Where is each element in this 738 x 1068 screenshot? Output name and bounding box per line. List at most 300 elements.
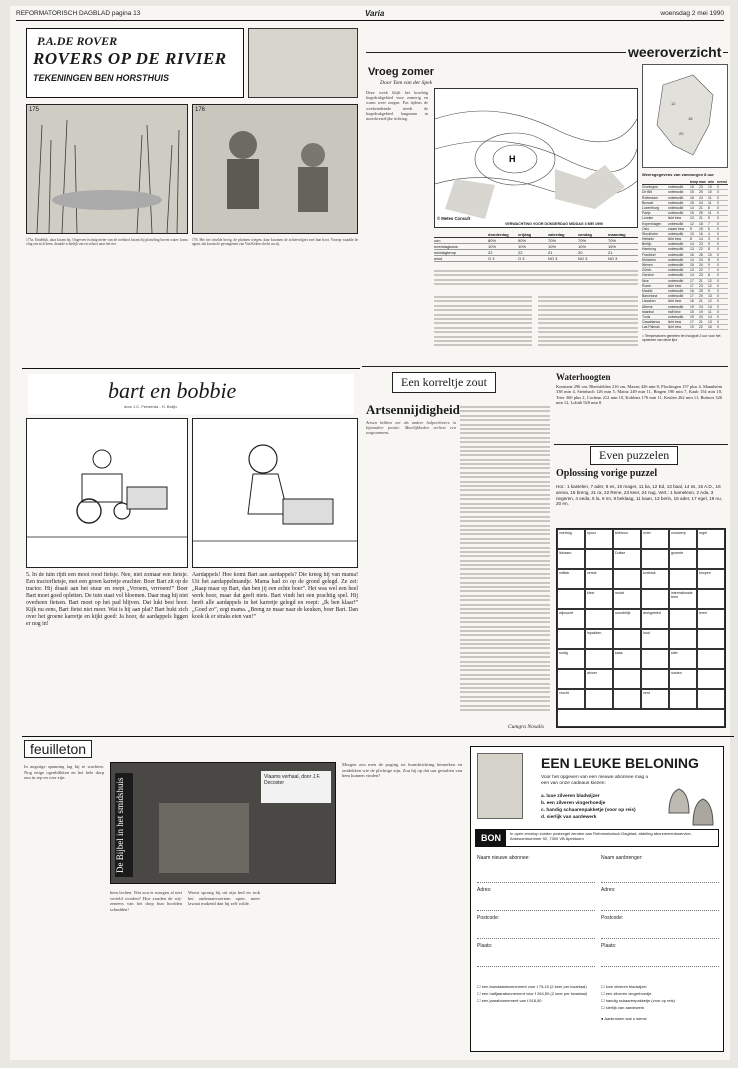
field-new-address[interactable]: Adres:	[477, 883, 595, 911]
gift-choice-c-label: handig schaarenpakketje (voor op reis)	[605, 998, 675, 1003]
station-cell: 7	[708, 268, 710, 273]
clue-cell[interactable]: klein	[585, 589, 613, 609]
station-cell: 0	[717, 320, 719, 325]
answer-cell[interactable]	[557, 629, 585, 649]
clue-cell[interactable]: vent	[641, 689, 669, 709]
korrel-signature: Cumgra Nosalis	[508, 724, 544, 730]
station-cell: Casablanca	[642, 320, 660, 325]
newspaper-page	[10, 6, 730, 1060]
photo-figure	[159, 803, 249, 873]
korrel-rule	[362, 366, 728, 367]
station-cell: 15	[690, 309, 694, 314]
puzzel-solution-text: Hor.: 1 kastelen, 7 ader, 8 es, 10 mager, 11 ka, 12 Ed, 13 baal, 14 ss, 15 A.D., 16 arena, 18 breng, 21 ra, 22 Rene, 23 keer, 24 nug. Vert.: 1 kameleon, 2 Ada, 3 negeren, 4 eeda, 5 la, 6 nn, 9 beklaag, 11 kaan, 13 berin, 16 ader, 17 egel, 19 nu, 20 en.	[556, 484, 722, 507]
answer-cell[interactable]	[697, 589, 725, 609]
answer-cell[interactable]	[669, 629, 697, 649]
comic-panel-175	[26, 104, 188, 234]
station-cell: onbewolkt	[668, 247, 684, 252]
puzzel-solution-title: Oplossing vorige puzzel	[556, 468, 658, 479]
isobar-map-illustration	[435, 89, 637, 227]
answer-cell[interactable]	[669, 569, 697, 589]
answer-cell[interactable]	[697, 669, 725, 689]
clue-cell[interactable]: inpakken	[585, 629, 613, 649]
page-header-left: REFORMATORISCH DAGBLAD pagina 13	[16, 10, 141, 17]
puzzel-rule	[554, 444, 728, 445]
forecast-cell: 22	[518, 250, 523, 255]
forecast-rows	[434, 238, 638, 262]
forecast-cell: wind	[434, 256, 443, 261]
field-ref-postcode[interactable]: Postcode:	[601, 911, 719, 939]
clue-cell[interactable]: vrucht	[557, 689, 585, 709]
station-cell: onbewolkt	[668, 242, 684, 247]
clue-cell[interactable]: regel	[697, 529, 725, 549]
col-header	[642, 180, 668, 184]
col-header: neersl	[717, 180, 727, 184]
clue-cell[interactable]: groente	[669, 549, 697, 569]
subscription-options	[477, 983, 595, 1004]
weather-article-author: Door Tom van der Spek	[380, 80, 433, 86]
station-cell: onbewolkt	[668, 200, 684, 205]
thimble-illustration	[663, 773, 719, 831]
station-cell: 24	[699, 304, 703, 309]
station-cell: Genève	[642, 273, 654, 278]
sub-option-halfjaar-label: een halfjaarabonnement voor f 264,50 (2 keer per kwartaal)	[481, 991, 588, 996]
clue-cell[interactable]: lichaam	[557, 549, 585, 569]
answer-cell[interactable]	[697, 689, 725, 709]
forecast-header-blank	[434, 232, 488, 237]
forecast-header-day: zaterdag	[548, 232, 565, 237]
sub-option-jaar[interactable]: ☐ een jaarabonnement van f 518,50	[477, 998, 542, 1003]
station-row	[642, 325, 728, 330]
feuilleton-photo	[110, 762, 336, 884]
field-new-name[interactable]: Naam nieuwe abonnee:	[477, 855, 595, 883]
clue-cell[interactable]: voertuig	[557, 529, 585, 549]
station-cell: 0	[717, 247, 719, 252]
station-cell: 23	[699, 185, 703, 190]
weather-article-col3	[538, 296, 638, 360]
station-cell: 17	[690, 320, 694, 325]
station-cell: 8	[708, 205, 710, 210]
gift-choice-a-label: luxe zilveren bladwijzer	[605, 984, 647, 989]
station-cell: Istanbul	[642, 309, 654, 314]
clue-cell[interactable]: rustig	[557, 649, 585, 669]
gift-choice-d[interactable]: ☐ sierlijk van aardewerk	[601, 1005, 645, 1010]
station-cell: 8	[708, 273, 710, 278]
answer-cell[interactable]	[641, 669, 669, 689]
forecast-cell: 70%	[548, 238, 557, 243]
forecast-cell: 22	[488, 250, 493, 255]
station-cell: 13	[690, 216, 694, 221]
station-cell: 0	[717, 242, 719, 247]
station-cell: 3	[708, 237, 710, 242]
station-cell: Helsinki	[642, 237, 654, 242]
station-cell: 19	[690, 314, 694, 319]
waterhoogten-text: Konstanz 296 cm, Rheinfelden 216 cm, Maxau 426 min 8, Plochingen 157 plus 4, Mannheim 338 min 4, Steinbach 126 min 5, Mainz 249 min 11, Bingen 190 min 7, Kaub 154 min 10, Trier 360 plus 2, Cochem 212 min 10, Koblenz 176 min 11, Keulen 262 min 11, Ruhrort 326 min 12, Lobith 920 min 8.	[556, 384, 722, 406]
clue-cell[interactable]: internationale term	[669, 589, 697, 609]
station-cell: 0	[717, 211, 719, 216]
forecast-notes	[434, 270, 638, 294]
station-cell: 24	[699, 200, 703, 205]
answer-cell[interactable]	[641, 649, 669, 669]
bart-panel-right	[192, 418, 358, 568]
station-cell: onbewolkt	[668, 263, 684, 267]
answer-cell[interactable]	[585, 549, 613, 569]
forecast-cell: zon	[434, 238, 441, 243]
station-cell: 19	[690, 325, 694, 330]
bart-caption-left: 5. In de tuin rijdt een mooi rood fietsje. Nee, niet zomaar een fietsje. Een tractorfietsje, met een groen karretje erachter. Boer Bart zit op de tractor. Hij draait aan het stuur en roept „Vrroem, vrrroem!” Boer Bart moet goed opletten. De tuin staat vol bloemen. Daar mag hij niet overheen fietsen. Bart moet op het pad blijven. Dat lukt best hoor. Kijk nu eens, Bart fietst niet meer. Wat is hij aan plat? Bart bukt zich over het groene karretje en kijkt goed: Ja hoor, de aardappels liggen er nog in!	[26, 572, 188, 627]
forecast-header-day: maandag	[608, 232, 626, 237]
clue-cell[interactable]: kaas	[613, 649, 641, 669]
clue-cell[interactable]: spoor	[585, 529, 613, 549]
station-cell: onbewolkt	[668, 273, 684, 278]
station-cell: 0	[717, 263, 719, 267]
station-cell: licht bew	[668, 325, 682, 330]
station-cell: 0	[717, 309, 719, 314]
clue-cell[interactable]: militair	[557, 569, 585, 589]
answer-cell[interactable]	[697, 649, 725, 669]
station-cell: Tunis	[642, 314, 651, 319]
station-cell: Parijs	[642, 211, 651, 216]
station-cell: 24	[699, 314, 703, 319]
clue-cell[interactable]: stier	[669, 649, 697, 669]
station-cell: 21	[699, 299, 703, 304]
korrel-col2	[460, 406, 550, 722]
station-cell: 23	[699, 242, 703, 247]
comic-title: ROVERS OP DE RIVIER	[33, 49, 227, 68]
answer-cell[interactable]	[669, 689, 697, 709]
referrer-fields	[601, 855, 719, 975]
beloning-title: EEN LEUKE BELONING	[541, 755, 699, 771]
station-cell: 0	[717, 237, 719, 242]
station-cell: Rome	[642, 283, 652, 288]
comic-subtitle: TEKENINGEN BEN HORSTHUIS	[33, 73, 170, 83]
answer-cell[interactable]	[613, 669, 641, 689]
clue-cell[interactable]: telefoon	[613, 529, 641, 549]
clue-cell[interactable]: rivier	[641, 529, 669, 549]
clue-cell[interactable]: afvoer	[585, 669, 613, 689]
station-rows	[642, 185, 728, 330]
station-cell: licht bew	[668, 299, 682, 304]
station-cell: licht bew	[668, 320, 682, 325]
choice-footer: ● Aankruisen wat u wenst	[601, 1016, 647, 1021]
forecast-cell: NO 3	[548, 256, 558, 261]
beloning-options	[541, 793, 661, 821]
comic-title-block	[26, 28, 244, 98]
station-cell: 0	[717, 304, 719, 309]
station-cell: Lissabon	[642, 299, 656, 304]
bon-instructions: In open envelop zonder postzegel zenden aan Reformatorisch Dagblad, afdeling abonnementsservice, Antwoordnummer 92, 7300 VB Apeldoorn	[510, 831, 692, 841]
station-cell: zwaar bew	[668, 226, 685, 231]
tractor-illustration	[27, 419, 187, 567]
station-cell: Las Palmas	[642, 325, 660, 330]
station-cell: onbewolkt	[668, 185, 684, 190]
station-cell: 12	[708, 278, 712, 283]
svg-text:18: 18	[688, 116, 693, 121]
weather-map	[434, 88, 638, 228]
book-badge: Vlaams verhaal, door J.F. Decoster	[261, 771, 331, 803]
station-cell: 11	[708, 211, 712, 216]
option-a: a. luxe zilveren bladwijzer	[541, 794, 600, 799]
weather-article-col2	[434, 296, 532, 360]
station-cell: 16	[690, 299, 694, 304]
station-cell: licht bew	[668, 216, 682, 221]
bart-panel-left	[26, 418, 188, 568]
station-cell: 22	[699, 268, 703, 273]
bon-bar	[475, 829, 719, 847]
option-d: d. sierlijk van aardewerk	[541, 815, 597, 820]
station-cell: 12	[690, 221, 694, 226]
gift-choice-d-label: sierlijk van aardewerk	[605, 1005, 645, 1010]
station-cell: 11	[708, 195, 712, 200]
forecast-cell: 10%	[518, 244, 527, 249]
station-cell: 0	[717, 268, 719, 273]
station-cell: 15	[699, 226, 703, 231]
station-cell: 19	[699, 309, 703, 314]
station-cell: 10	[708, 190, 712, 195]
station-cell: 0	[717, 216, 719, 221]
answer-cell[interactable]	[641, 589, 669, 609]
answer-cell[interactable]	[585, 649, 613, 669]
station-cell: 17	[690, 278, 694, 283]
answer-row[interactable]	[557, 709, 725, 727]
clue-cell[interactable]: noordelijk	[613, 609, 641, 629]
clue-cell[interactable]: versie	[585, 569, 613, 589]
feuilleton-col2: hem lachen. Wat zou er morgen al niet verteld worden? Hoe zouden de wij-zeneers van het dorp hun hoofden schudden!	[110, 890, 182, 912]
panel-number: 176	[195, 107, 206, 113]
station-cell: Oslo	[642, 226, 649, 231]
station-cell: 22	[699, 247, 703, 252]
figures-illustration	[193, 105, 357, 233]
answer-cell[interactable]	[613, 569, 641, 589]
station-cell: 25	[699, 190, 703, 195]
station-cell: 16	[690, 288, 694, 293]
bart-title: bart en bobbie	[108, 378, 237, 403]
feuilleton-col3: Woest sprong hij uit zijn bed en trok het onderaanvoertem open, meer lawaai makend dan hij zelf wilde.	[188, 890, 260, 907]
station-cell: 16	[690, 195, 694, 200]
station-cell: Brussel	[642, 200, 654, 205]
forecast-cell: 21	[608, 250, 613, 255]
bart-caption-right: Aardappels! Hoe komt Bart aan aardappels? Die kreeg hij van mama! Uit het aardappelmandje. Mama had zo op de grond gelegd. Ze zei: „Raap maar op Bart, dan ben jij een echte boer”. Het was wel een heel werk hoor, maar dat geeft niets. Bart vindt het een prachtig spel. Hij heeft alle aardappels in het karretje gelegd en roept: „Ik ben klaar!” „Goed zo”, zegt mama. „Breng ze maar naar de keuken, boer Bart. Dan kook ik er straks eten van!”	[192, 572, 358, 620]
station-cell: 4	[708, 231, 710, 236]
station-cell: 21	[699, 320, 703, 325]
station-cell: 0	[717, 288, 719, 293]
field-ref-name[interactable]: Naam aanbrenger:	[601, 855, 719, 883]
answer-cell[interactable]	[669, 609, 697, 629]
svg-text:12: 12	[671, 101, 676, 106]
station-cell: 0	[717, 257, 719, 262]
station-cell: 13	[690, 247, 694, 252]
station-cell: 16	[690, 252, 694, 257]
station-cell: onbewolkt	[668, 294, 684, 299]
station-cell: Zürich	[642, 268, 652, 273]
feuilleton-col4: Morgen zou men de poging tot brandstichting bemerken en ontdekken wie de plichtige zijn. Zou hij op dat uur gestalten van hem kunnen vinden?	[342, 762, 462, 779]
forecast-cell: NO 3	[578, 256, 588, 261]
beloning-intro: Voor het opgeven van een nieuwe abonnee mag u een van onze cadeaus kiezen:	[541, 775, 649, 786]
station-cell: 16	[708, 325, 712, 330]
boy-illustration	[193, 419, 357, 567]
sub-option-halfjaar[interactable]: ☐ een halfjaarabonnement voor f 264,50 (2 keer per kwartaal)	[477, 991, 588, 996]
clue-cell[interactable]: Duitse	[613, 549, 641, 569]
answer-cell[interactable]	[585, 609, 613, 629]
station-cell: 25	[699, 211, 703, 216]
station-cell: 24	[699, 195, 703, 200]
station-cell: 14	[690, 257, 694, 262]
forecast-cell: 20	[578, 250, 583, 255]
comic-caption-right: 176. Het riet ritselde hevig, de pluimen wiegen, daar kwamen de achtervolgers met hun boot. Voorop waadde de agent, dat kwam de gevangenen van Van Keken slecht nu zij.	[192, 238, 358, 247]
forecast-row	[434, 256, 638, 262]
clue-cell[interactable]: drukgebied	[641, 609, 669, 629]
forecast-cell: 10%	[578, 244, 587, 249]
answer-cell[interactable]	[557, 669, 585, 689]
station-cell: 0	[717, 185, 719, 190]
korrel-title: Artsennijdigheid	[366, 402, 460, 417]
station-cell: Barcelona	[642, 294, 658, 299]
forecast-cell: 70%	[578, 238, 587, 243]
comic-author: P.A.DE ROVER	[37, 34, 118, 48]
comic-title-illustration	[248, 28, 358, 98]
comic-bart-en-bobbie	[22, 374, 360, 732]
station-cell: 13	[708, 294, 712, 299]
comic-rovers	[22, 26, 360, 364]
station-cell: 14	[690, 242, 694, 247]
station-cell: 13	[690, 268, 694, 273]
korrel-banner: Een korreltje zout	[392, 372, 496, 393]
station-cell: Madrid	[642, 288, 653, 293]
clue-cell[interactable]: lood	[641, 629, 669, 649]
comic-caption-left: 175a. Eindelijk, daar kwam hij. Ongeveer twintig meter van de roeiboot kwam hij plotseling boven water: kauw vlug om zich heen, draaide schielijk om en schoot naar het riet.	[26, 238, 188, 247]
page-header-date: woensdag 2 mei 1990	[660, 10, 724, 17]
gift-choice-c[interactable]: ☐ handig schaarenpakketje (voor op reis)	[601, 998, 675, 1003]
station-cell: 0	[717, 278, 719, 283]
field-new-postcode[interactable]: Postcode:	[477, 911, 595, 939]
station-cell: onbewolkt	[668, 314, 684, 319]
station-cell: 19	[690, 304, 694, 309]
station-cell: 10	[690, 231, 694, 236]
clue-cell[interactable]: leren	[697, 609, 725, 629]
bart-title-banner	[28, 374, 354, 414]
station-cell: 11	[708, 309, 712, 314]
station-cell: 0	[717, 226, 719, 231]
answer-cell[interactable]	[697, 629, 725, 649]
gift-choices	[601, 983, 719, 1022]
answer-cell[interactable]	[697, 549, 725, 569]
answer-cell[interactable]	[613, 629, 641, 649]
station-cell: 18	[699, 221, 703, 226]
weather-map-credit: © Meteo Consult	[437, 216, 471, 221]
answer-cell[interactable]	[585, 689, 613, 709]
feuilleton-section	[24, 740, 466, 1052]
station-cell: 14	[708, 304, 712, 309]
field-ref-address[interactable]: Adres:	[601, 883, 719, 911]
clue-cell[interactable]: oosten	[669, 669, 697, 689]
station-cell: Londen	[642, 216, 654, 221]
svg-text:20: 20	[679, 131, 684, 136]
station-cell: 26	[699, 252, 703, 257]
feuilleton-heading: feuilleton	[24, 740, 92, 758]
station-cell: Wenen	[642, 263, 653, 267]
comic-panel-176	[192, 104, 358, 234]
puzzel-banner: Even puzzelen	[590, 446, 678, 465]
station-cell: onbewolkt	[668, 257, 684, 262]
station-cell: 8	[708, 247, 710, 252]
station-cell: 14	[690, 273, 694, 278]
station-cell: 8	[708, 257, 710, 262]
station-cell: 15	[690, 190, 694, 195]
station-cell: Rotterdam	[642, 195, 658, 200]
station-cell: Berlijn	[642, 242, 652, 247]
station-cell: onbewolkt	[668, 221, 684, 226]
station-cell: 24	[699, 257, 703, 262]
clue-cell[interactable]: knopen	[697, 569, 725, 589]
clue-cell[interactable]: mulat	[613, 589, 641, 609]
station-cell: 9	[708, 242, 710, 247]
answer-cell[interactable]	[641, 549, 669, 569]
station-cell: 25	[699, 288, 703, 293]
field-new-city[interactable]: Plaats:	[477, 939, 595, 967]
korrel-col1: Artsen hebben net als andere hulpverleners in bijzondere positie. Moeilijkheden verliest een zorgcomment.	[366, 420, 456, 436]
station-cell: 23	[699, 283, 703, 288]
clue-cell[interactable]: wijnsoort	[557, 609, 585, 629]
station-cell: 20	[699, 294, 703, 299]
answer-cell[interactable]	[613, 689, 641, 709]
station-cell: 0	[717, 325, 719, 330]
europe-map	[642, 64, 728, 168]
choice-footer-label: Aankruisen wat u wenst	[604, 1016, 647, 1021]
station-cell: 0	[717, 273, 719, 278]
station-cell: Groningen	[642, 185, 658, 190]
gift-illustration	[477, 753, 523, 819]
station-cell: onbewolkt	[668, 195, 684, 200]
forecast-cell: 10%	[488, 244, 497, 249]
gift-choice-b[interactable]: ☐ een zilveren vingerhoedje	[601, 991, 652, 996]
crossword-grid	[556, 528, 726, 728]
station-cell: 7	[708, 221, 710, 226]
station-cell: 0	[717, 190, 719, 195]
panel-number: 175	[29, 107, 40, 113]
station-cell: half bew	[668, 309, 681, 314]
station-cell: onbewolkt	[668, 252, 684, 257]
station-cell: 21	[699, 278, 703, 283]
forecast-cell: 80%	[488, 238, 497, 243]
field-ref-city[interactable]: Plaats:	[601, 939, 719, 967]
station-cell: 14	[708, 314, 712, 319]
forecast-cell: 70%	[608, 238, 617, 243]
sub-option-jaar-label: een jaarabonnement van f 518,50	[481, 998, 542, 1003]
station-cell: 21	[699, 216, 703, 221]
gift-choice-a[interactable]: ☐ luxe zilveren bladwijzer	[601, 984, 647, 989]
col-header: min	[708, 180, 715, 184]
station-cell: 0	[717, 283, 719, 288]
station-cell: licht bew	[668, 283, 682, 288]
answer-cell[interactable]	[557, 589, 585, 609]
station-cell: 10	[708, 252, 712, 257]
station-cell: 17	[690, 283, 694, 288]
clue-cell[interactable]: voorwerp	[669, 529, 697, 549]
forecast-header-day: donderdag	[488, 232, 509, 237]
station-cell: 14	[690, 205, 694, 210]
station-cell: 0	[717, 205, 719, 210]
forecast-cell: 15%	[608, 244, 617, 249]
station-table-title: Weersgegevens van vanmorgen 8 uur	[642, 172, 714, 177]
book-title: De Bijbel in het smidshuis	[115, 773, 133, 877]
station-cell: München	[642, 257, 656, 262]
station-cell: 0	[717, 314, 719, 319]
station-cell: 15	[690, 185, 694, 190]
clue-cell[interactable]: kortstuk	[641, 569, 669, 589]
station-cell: 17	[690, 294, 694, 299]
station-cell: 9	[708, 288, 710, 293]
sub-option-kwartaal[interactable]: ☐ een kwartaalabonnement voor f 75,15 (2 keer per kwartaal)	[477, 984, 587, 989]
station-cell: 15	[690, 200, 694, 205]
